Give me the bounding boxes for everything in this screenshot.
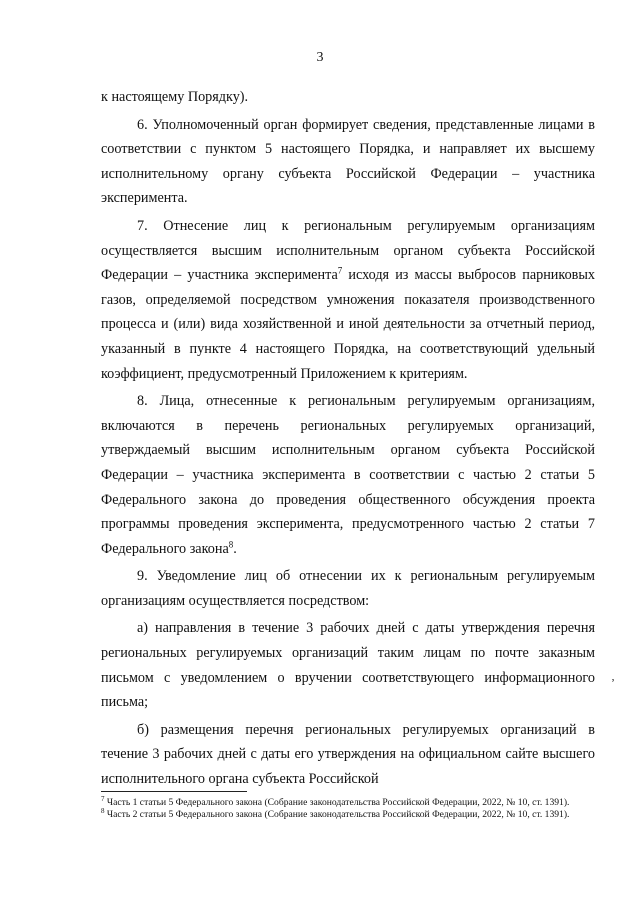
paragraph-8 — [101, 389, 595, 561]
footnote-7-text: Часть 1 статьи 5 Федерального закона (Собрание законодательства Российской Федерации, 2022, № 10, ст. 1391). — [104, 797, 570, 808]
paragraph-9: 9. Уведомление лиц об отнесении их к региональным регулируемым организациям осуществляется посредством: — [101, 568, 595, 609]
footnotes — [101, 794, 595, 822]
footnote-ref-8: 8 — [228, 538, 234, 549]
page-number: 3 — [316, 50, 324, 65]
paragraph-7-text-end: исходя из массы выбросов парниковых газов, определяемой посредством умножения показателя производственного процесса и (или) вида хозяйственной и иной деятельности за отчетный период, указанный в пункте 4 настоящего Порядка, на соответствующий удельный коэффициент, предусмотренный Приложением к критериям. — [101, 267, 595, 382]
footnote-7-mark: 7 — [101, 794, 105, 803]
paragraph-6: 6. Уполномоченный орган формирует сведения, представленные лицами в соответствии с пунктом 5 настоящего Порядка, и направляет их высшему исполнительному органу субъекта Российской Федерации – участника эксперимента. — [101, 116, 595, 207]
paragraph-9a: а) направления в течение 3 рабочих дней с даты утверждения перечня региональных регулируемых организаций таким лицам по почте заказным письмом с уведомлением о вручении соответствующего информационного письма; — [101, 620, 595, 711]
footnote-divider — [101, 791, 247, 792]
paragraph-7-text-start: 7. Отнесение лиц к региональным регулируемым организациям осуществляется высшим исполнительным органом субъекта Российской Федерации – участника эксперимента — [101, 217, 595, 284]
document-body — [101, 85, 595, 792]
paragraph-8-text-end: . — [233, 540, 237, 557]
footnote-7 — [101, 794, 595, 809]
footnote-8 — [101, 809, 595, 821]
paragraph-9b: б) размещения перечня региональных регулируемых организаций в течение 3 рабочих дней с даты его утверждения на официальном сайте высшего исполнительного органа субъекта Российской — [101, 721, 595, 788]
footnote-8-text: Часть 2 статьи 5 Федерального закона (Собрание законодательства Российской Федерации, 2022, № 10, ст. 1391). — [104, 809, 570, 821]
paragraph-7 — [101, 214, 595, 386]
paragraph-continuation: к настоящему Порядку). — [101, 89, 249, 105]
footnote-ref-7: 7 — [337, 265, 343, 276]
margin-mark: ‚ — [611, 669, 615, 683]
paragraph-8-text-start: 8. Лица, отнесенные к региональным регулируемым организациям, включаются в перечень региональных регулируемых организаций, утверждаемый высшим исполнительным органом субъекта Российской Федерации – участника эксперимента в соответствии с частью 2 статьи 5 Федерального закона до проведения общественного обсуждения проекта программы проведения эксперимента, предусмотренного частью 2 статьи 7 Федерального закона — [101, 393, 595, 557]
footnote-8-mark: 8 — [101, 807, 105, 816]
